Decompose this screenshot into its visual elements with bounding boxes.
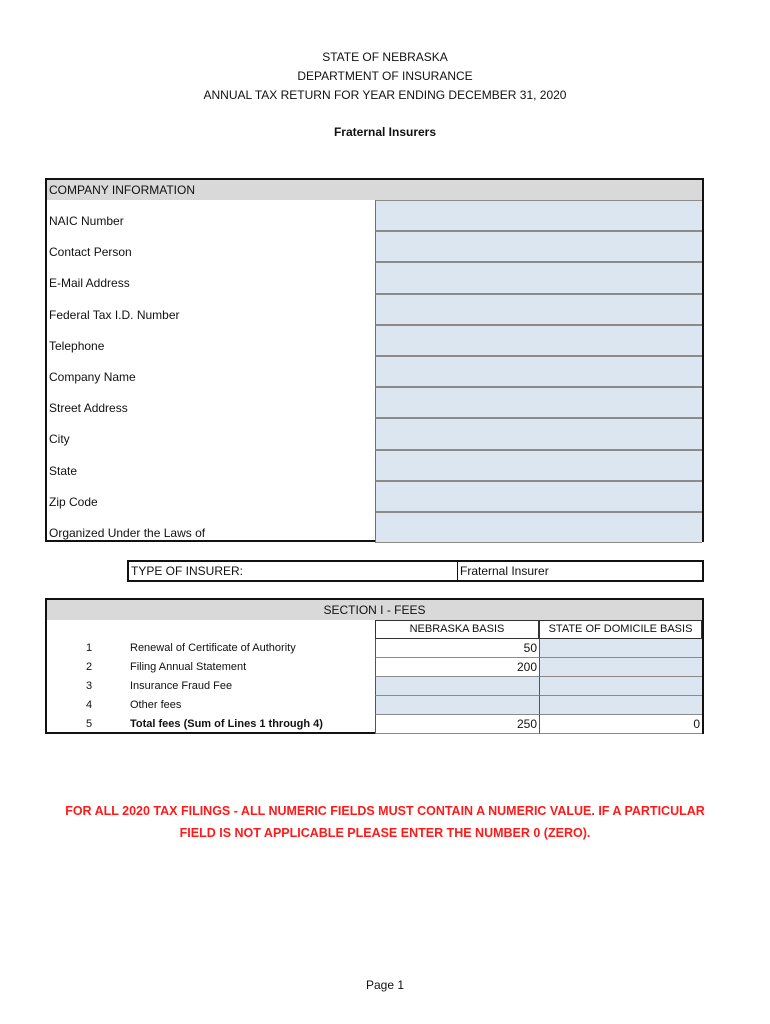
return-title: ANNUAL TAX RETURN FOR YEAR ENDING DECEMBER 31, 2020 — [203, 88, 567, 102]
domicile-basis-header: STATE OF DOMICILE BASIS — [539, 620, 702, 639]
contact-person-label: Contact Person — [49, 245, 132, 260]
department-title: DEPARTMENT OF INSURANCE — [297, 69, 473, 83]
naic-number-label: NAIC Number — [49, 214, 124, 228]
zip-code-label: Zip Code — [49, 494, 98, 509]
fee-row-renewal — [47, 639, 702, 658]
fee-description: Renewal of Certificate of Authority — [130, 642, 296, 654]
fraud-nebraska-field[interactable] — [375, 677, 539, 696]
notice-line-1: FOR ALL 2020 TAX FILINGS - ALL NUMERIC FIELDS MUST CONTAIN A NUMERIC VALUE. IF A PARTICULAR — [65, 804, 705, 818]
company-information-heading: COMPANY INFORMATION — [47, 180, 702, 200]
company-row-federal-tax-id — [47, 294, 702, 325]
zip-code-field[interactable] — [375, 481, 702, 512]
company-name-label: Company Name — [49, 369, 136, 384]
filing-nebraska-value: 200 — [375, 658, 539, 677]
company-information-section — [45, 178, 704, 542]
company-row-zip — [47, 481, 702, 512]
company-row-telephone — [47, 325, 702, 356]
total-domicile-value: 0 — [539, 715, 702, 734]
email-address-label: E-Mail Address — [49, 276, 130, 291]
fee-line-number: 5 — [85, 718, 93, 730]
fee-description: Insurance Fraud Fee — [130, 680, 233, 692]
filing-domicile-field[interactable] — [539, 658, 702, 677]
state-field[interactable] — [375, 450, 702, 481]
contact-person-field[interactable] — [375, 231, 702, 262]
fee-row-fraud — [47, 677, 702, 696]
fee-line-number: 4 — [85, 699, 93, 711]
fee-description-total: Total fees (Sum of Lines 1 through 4) — [130, 718, 323, 730]
numeric-fields-notice — [30, 800, 740, 844]
section-fees-heading: SECTION I - FEES — [47, 600, 702, 620]
company-row-name — [47, 356, 702, 387]
fee-description: Filing Annual Statement — [130, 661, 247, 673]
fee-line-number: 2 — [85, 661, 93, 673]
company-row-organized-under — [47, 512, 702, 543]
company-row-contact — [47, 231, 702, 262]
fee-line-number: 3 — [85, 680, 93, 692]
insurer-divider — [457, 562, 458, 580]
company-row-naic — [47, 200, 702, 231]
telephone-field[interactable] — [375, 325, 702, 356]
fee-description: Other fees — [130, 699, 182, 711]
fee-row-total — [47, 715, 702, 734]
street-address-field[interactable] — [375, 387, 702, 418]
email-address-field[interactable] — [375, 262, 702, 293]
company-row-city — [47, 418, 702, 449]
company-row-street — [47, 387, 702, 418]
company-name-field[interactable] — [375, 356, 702, 387]
fee-row-other — [47, 696, 702, 715]
renewal-nebraska-value: 50 — [375, 639, 539, 658]
city-field[interactable] — [375, 418, 702, 449]
type-of-insurer-value: Fraternal Insurer — [460, 564, 549, 578]
state-title: STATE OF NEBRASKA — [322, 50, 448, 64]
renewal-domicile-field[interactable] — [539, 639, 702, 658]
page-number: Page 1 — [365, 978, 405, 992]
type-of-insurer-row — [127, 560, 704, 582]
city-label: City — [49, 432, 70, 447]
other-nebraska-field[interactable] — [375, 696, 539, 715]
telephone-label: Telephone — [49, 338, 105, 353]
insurer-category-title: Fraternal Insurers — [333, 125, 437, 139]
street-address-label: Street Address — [49, 401, 128, 416]
total-nebraska-value: 250 — [375, 715, 539, 734]
nebraska-basis-header: NEBRASKA BASIS — [375, 620, 539, 639]
company-row-email — [47, 262, 702, 293]
state-label: State — [49, 463, 78, 478]
section-fees — [45, 598, 704, 734]
notice-line-2: FIELD IS NOT APPLICABLE PLEASE ENTER THE NUMBER 0 (ZERO). — [179, 826, 591, 840]
fraud-domicile-field[interactable] — [539, 677, 702, 696]
federal-tax-id-label: Federal Tax I.D. Number — [49, 307, 180, 322]
organized-under-laws-field[interactable] — [375, 512, 702, 543]
fee-row-filing — [47, 658, 702, 677]
fee-line-number: 1 — [85, 642, 93, 654]
company-row-state — [47, 450, 702, 481]
federal-tax-id-field[interactable] — [375, 294, 702, 325]
organized-under-laws-label: Organized Under the Laws of — [49, 525, 206, 540]
type-of-insurer-label: TYPE OF INSURER: — [131, 564, 244, 578]
other-domicile-field[interactable] — [539, 696, 702, 715]
naic-number-field[interactable] — [375, 200, 702, 231]
